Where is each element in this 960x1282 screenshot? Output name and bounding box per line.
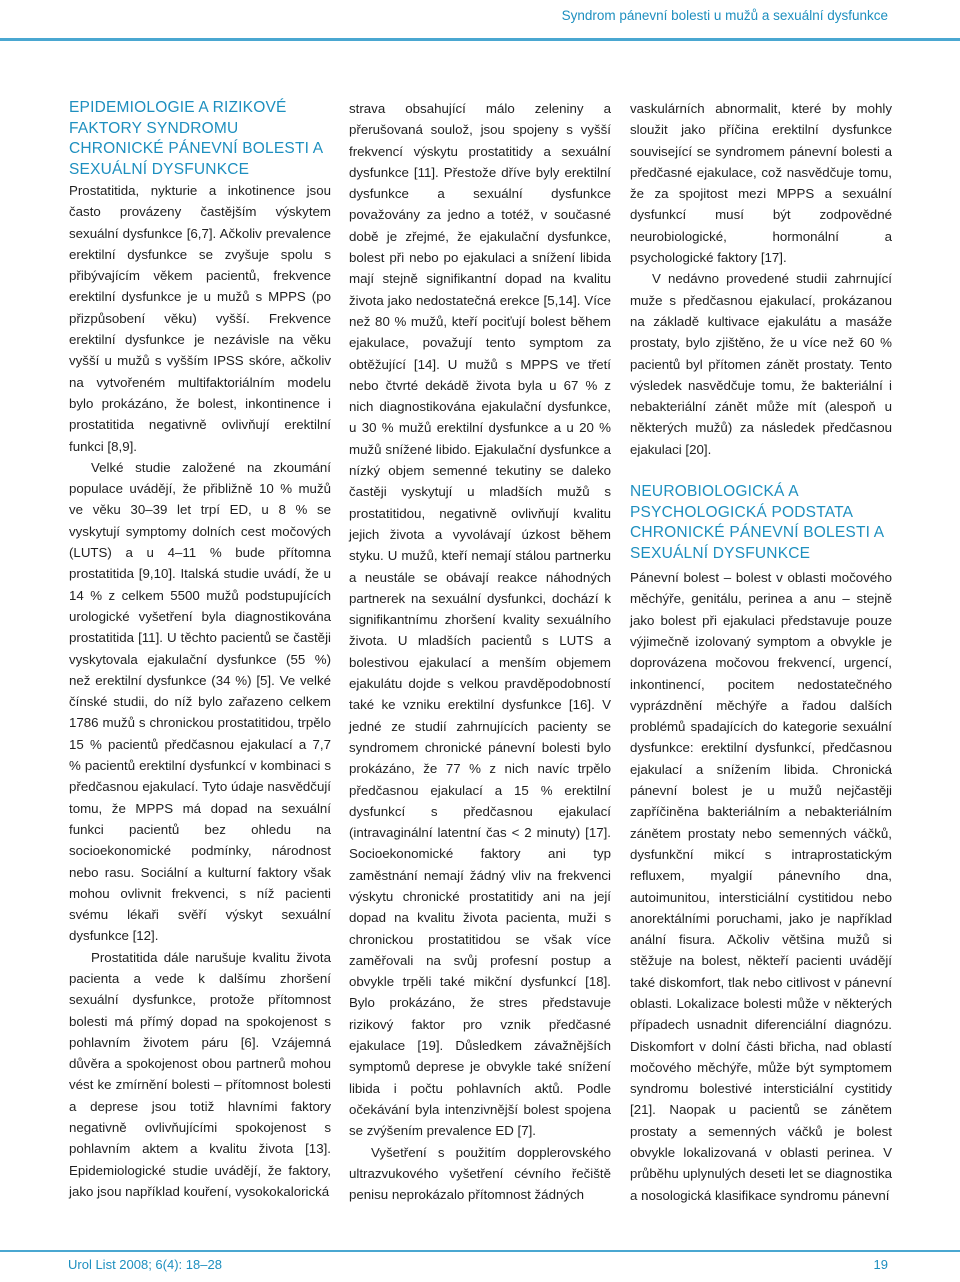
paragraph: Prostatitida dále narušuje kvalitu života pacienta a vede k dalšímu zhoršení sexuální dysfunkce, protože přítomnost bolesti má přímý dopad na spokojenost s pohlavním životem páru [6]. Vzájemná důvěra a spokojenost obou partnerů mohou vést ke zmírnění bolesti – přítomnost bolesti a deprese jsou totiž hlavními faktory negativně ovlivňujícími spokojenost s pohlavním aktem a kvalitu života [13]. Epidemiologické studie uvádějí, že faktory, jako jsou například kouření, vysokokalorická — [69, 949, 331, 1199]
footer-rule — [0, 1250, 960, 1252]
running-title: Syndrom pánevní bolesti u mužů a sexuální dysfunkce — [561, 8, 888, 23]
paragraph: strava obsahující málo zeleniny a přerušovaná soulož, jsou spojeny s vyšší frekvencí výskytu prostatitidy a sexuální dysfunkce [11]. Přestože dříve byly erektilní dysfunkce a sexuální dysfunkce považovány za jedno a totéž, v současné době je zřejmé, že ejakulační dysfunkce, bolest při nebo po ejakulaci a snížení libida mají stejně signifikantní dopad na kvalitu života jako nedostatečná erekce [5,14]. Více než 80 % mužů, kteří pociťují bolest během ejakulace, považují tento symptom za obtěžující [14]. U mužů s MPPS ve třetí nebo čtvrté dekádě života byla u 67 % z nich diagnostikována ejakulační dysfunkce, u 30 % mužů erektilní dysfunkce a u 20 % mužů snížené libido. Ejakulační dysfunkce a nízký objem semenné tekutiny se daleko častěji vyskytují u mladších mužů s prostatitidou, negativně ovlivňují kvalitu jejich života a vyvolávají úzkost během styku. U mužů, kteří nemají stálou partnerku a neustále se obávají reakce náhodných partnerek na sexuální dysfunkci, dochází k signifikantnímu zhoršení kvality sexuálního života. U mladších pacientů s LUTS a bolestivou ejakulací a menším objemem ejakulátu dojde s velkou pravděpodobností také ke vzniku erektilní dysfunkce [16]. V jedné ze studií zahrnujících pacienty se syndromem chronické pánevní bolesti bylo prokázáno, že 77 % z nich navíc trpělo předčasnou ejakulací a 15 % erektilní dysfunkcí s předčasnou ejakulací (intravaginální latentní čas < 2 minuty) [17]. Socioekonomické faktory ani typ zaměstnání nemají žádný vliv na frekvenci výskytu chronické prostatitidy ani na její dopad na kvalitu života pacienta, muži s chronickou prostatitidou se však více zaměřovali na svůj profesní postup a obvykle trpěli také mikční dysfunkcí [18]. Bylo prokázáno, že stres představuje rizikový faktor pro vznik předčasné ejakulace [19]. Důsledkem závažnějších symptomů deprese je obvykle také snížení libida i počtu pohlavních aktů. Podle očekávání byla intenzivnější bolest spojena se zvýšením prevalence ED [7]. — [349, 101, 611, 1139]
paragraph: V nedávno provedené studii zahrnující muže s předčasnou ejakulací, prokázanou na základě kultivace ejakulátu a masáže prostaty, bylo zjištěno, že u více než 60 % pacientů byl přítomen zánět prostaty. Tento výsledek nasvědčuje tomu, že bakteriální i nebakteriální zánět může mít (alespoň u některých mužů) za následek předčasnou ejakulaci [20]. — [630, 271, 892, 457]
section-heading-neurobiology: NEUROBIOLOGICKÁ A PSYCHOLOGICKÁ PODSTATA CHRONICKÉ PÁNEVNÍ BOLESTI A SEXUÁLNÍ DYSFUNKCE — [630, 483, 884, 562]
column-1 — [69, 98, 331, 1202]
header-rule — [0, 38, 960, 41]
section-heading-epidemiology: EPIDEMIOLOGIE A RIZIKOVÉ FAKTORY SYNDROMU CHRONICKÉ PÁNEVNÍ BOLESTI A SEXUÁLNÍ DYSFUNKCE — [69, 99, 323, 178]
page-number: 19 — [873, 1257, 888, 1272]
paragraph: Velké studie založené na zkoumání populace uvádějí, že přibližně 10 % mužů ve věku 30–39 let trpí ED, u 8 % se vyskytují symptomy dolních cest močových (LUTS) a u 4–11 % bude přítomna prostatitida [9,10]. Italská studie uvádí, že u 14 % z celkem 5500 mužů podstupujících urologické vyšetření byla diagnostikována prostatitida [11]. U těchto pacientů se častěji vyskytovala ejakulační dysfunkce (55 %) než erektilní dysfunkce (34 %) [5]. Ve velké čínské studii, do níž bylo zařazeno celkem 1786 mužů s chronickou prostatitidou, trpělo 15 % pacientů předčasnou ejakulací a 7,7 % pacientů erektilní dysfunkcí v kombinaci s předčasnou ejakulací. Tyto údaje nasvědčují tomu, že MPPS má dopad na sexuální funkci pacientů bez ohledu na socioekonomické podmínky, národnost nebo rasu. Sociální a kulturní faktory však mohou ovlivnit frekvenci, s níž pacienti svému lékaři svěří výskyt sexuální dysfunkce [12]. — [69, 459, 331, 944]
journal-citation: Urol List 2008; 6(4): 18–28 — [68, 1257, 222, 1272]
paragraph: Prostatitida, nykturie a inkotinence jsou často provázeny častějším výskytem sexuální dysfunkce [6,7]. Ačkoliv prevalence erektilní dysfunkce se zvyšuje spolu s přibývajícím věkem pacientů, frekvence erektilní dysfunkce je u mužů s MPPS (po přizpůsobení věku) vyšší. Frekvence erektilní dysfunkce je nezávisle na věku vyšší u mužů s vyšším IPSS skóre, ačkoliv na vytvořeném multifaktoriálním modelu bylo prokázáno, že bolest, inkontinence i prostatitida negativně ovlivňují erektilní funkci [8,9]. — [69, 183, 331, 454]
paragraph: Vyšetření s použitím dopplerovského ultrazvukového vyšetření cévního řečiště penisu neprokázalo přítomnost žádných — [349, 1144, 611, 1203]
paragraph: vaskulárních abnormalit, které by mohly sloužit jako příčina erektilní dysfunkce související se syndromem pánevní bolesti a předčasné ejakulace, což nasvědčuje tomu, že za spojitost mezi MPPS a sexuální dysfunkcí musí být zodpovědné neurobiologické, hormonální a psychologické faktory [17]. — [630, 101, 892, 266]
column-2 — [349, 98, 611, 1205]
column-3 — [630, 98, 892, 1206]
paragraph: Pánevní bolest – bolest v oblasti močového měchýře, genitálu, perinea a anu – stejně jako bolest při ejakulaci představuje pouze výjimečně izolovaný symptom a obvykle je doprovázena močovou frekvencí, urgencí, inkontinencí, pocitem nedostatečného vyprázdnění měchýře a řadou dalších problémů spadajících do kategorie sexuální dysfunkce: erektilní dysfunkcí, předčasnou ejakulací a snížením libida. Chronická pánevní bolest je u mužů nejčastěji zapříčiněna bakteriálním a nebakteriálním zánětem prostaty nebo semenných váčků, dysfunkční mikcí s intraprostatickým refluxem, myalgií pánevního dna, autoimunitou, intersticiální cystitidou nebo anorektálními poruchami, jako je například anální fisura. Ačkoliv většina mužů si stěžuje na bolest, někteří pacienti uvádějí také diskomfort, tlak nebo citlivost v pánevní oblasti. Lokalizace bolesti může v některých případech usnadnit diferenciální diagnózu. Diskomfort v dolní části břicha, nad oblastí močového měchýře, může být symptomem syndromu bolestivé intersticiální cystitidy [21]. Naopak u pacientů se zánětem prostaty a semenných váčků je bolest obvykle lokalizovaná v oblasti perinea. V průběhu uplynulých deseti let se diagnostika a nosologická klasifikace syndromu pánevní — [630, 570, 892, 1203]
